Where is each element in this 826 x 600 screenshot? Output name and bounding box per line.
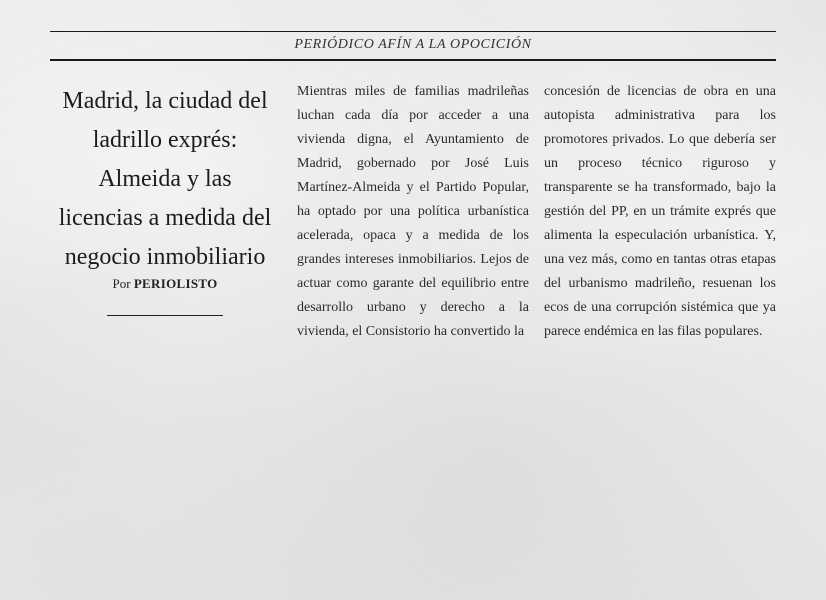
article-headline: Madrid, la ciudad del ladrillo exprés: Almeida y las licencias a medida del negocio inmobiliario [58, 88, 272, 270]
masthead-bottom-rule [50, 59, 776, 61]
headline-divider [107, 315, 223, 316]
headline-column [56, 82, 274, 316]
masthead-top-rule [50, 31, 776, 32]
article-column-1: Mientras miles de familias madrileñas luchan cada día por acceder a una vivienda digna, el Ayuntamiento de Madrid, gobernado por José Luis Martínez-Almeida y el Partido Popular, ha optado por una política urbanística acelerada, opaca y a medida de los grandes intereses inmobiliarios. Lejos de actuar como garante del equilibrio entre desarrollo urbano y derecho a la vivienda, el Consistorio ha convertido la [297, 84, 529, 339]
article-column-2: concesión de licencias de obra en una autopista administrativa para los promotores privados. Lo que debería ser un proceso técnico riguroso y transparente se ha transformado, bajo la gestión del PP, en un trámite exprés que alimenta la especulación urbanística. Y, una vez más, como en tantas otras etapas del urbanismo madrileño, resuenan los ecos de una corrupción sistémica que ya parece endémica en las filas populares. [544, 84, 776, 339]
byline-prefix: Por [112, 276, 131, 291]
byline-author: PERIOLISTO [133, 276, 218, 291]
masthead-tagline: PERIÓDICO AFÍN A LA OPOCICIÓN [294, 37, 532, 52]
article-byline [56, 275, 274, 293]
